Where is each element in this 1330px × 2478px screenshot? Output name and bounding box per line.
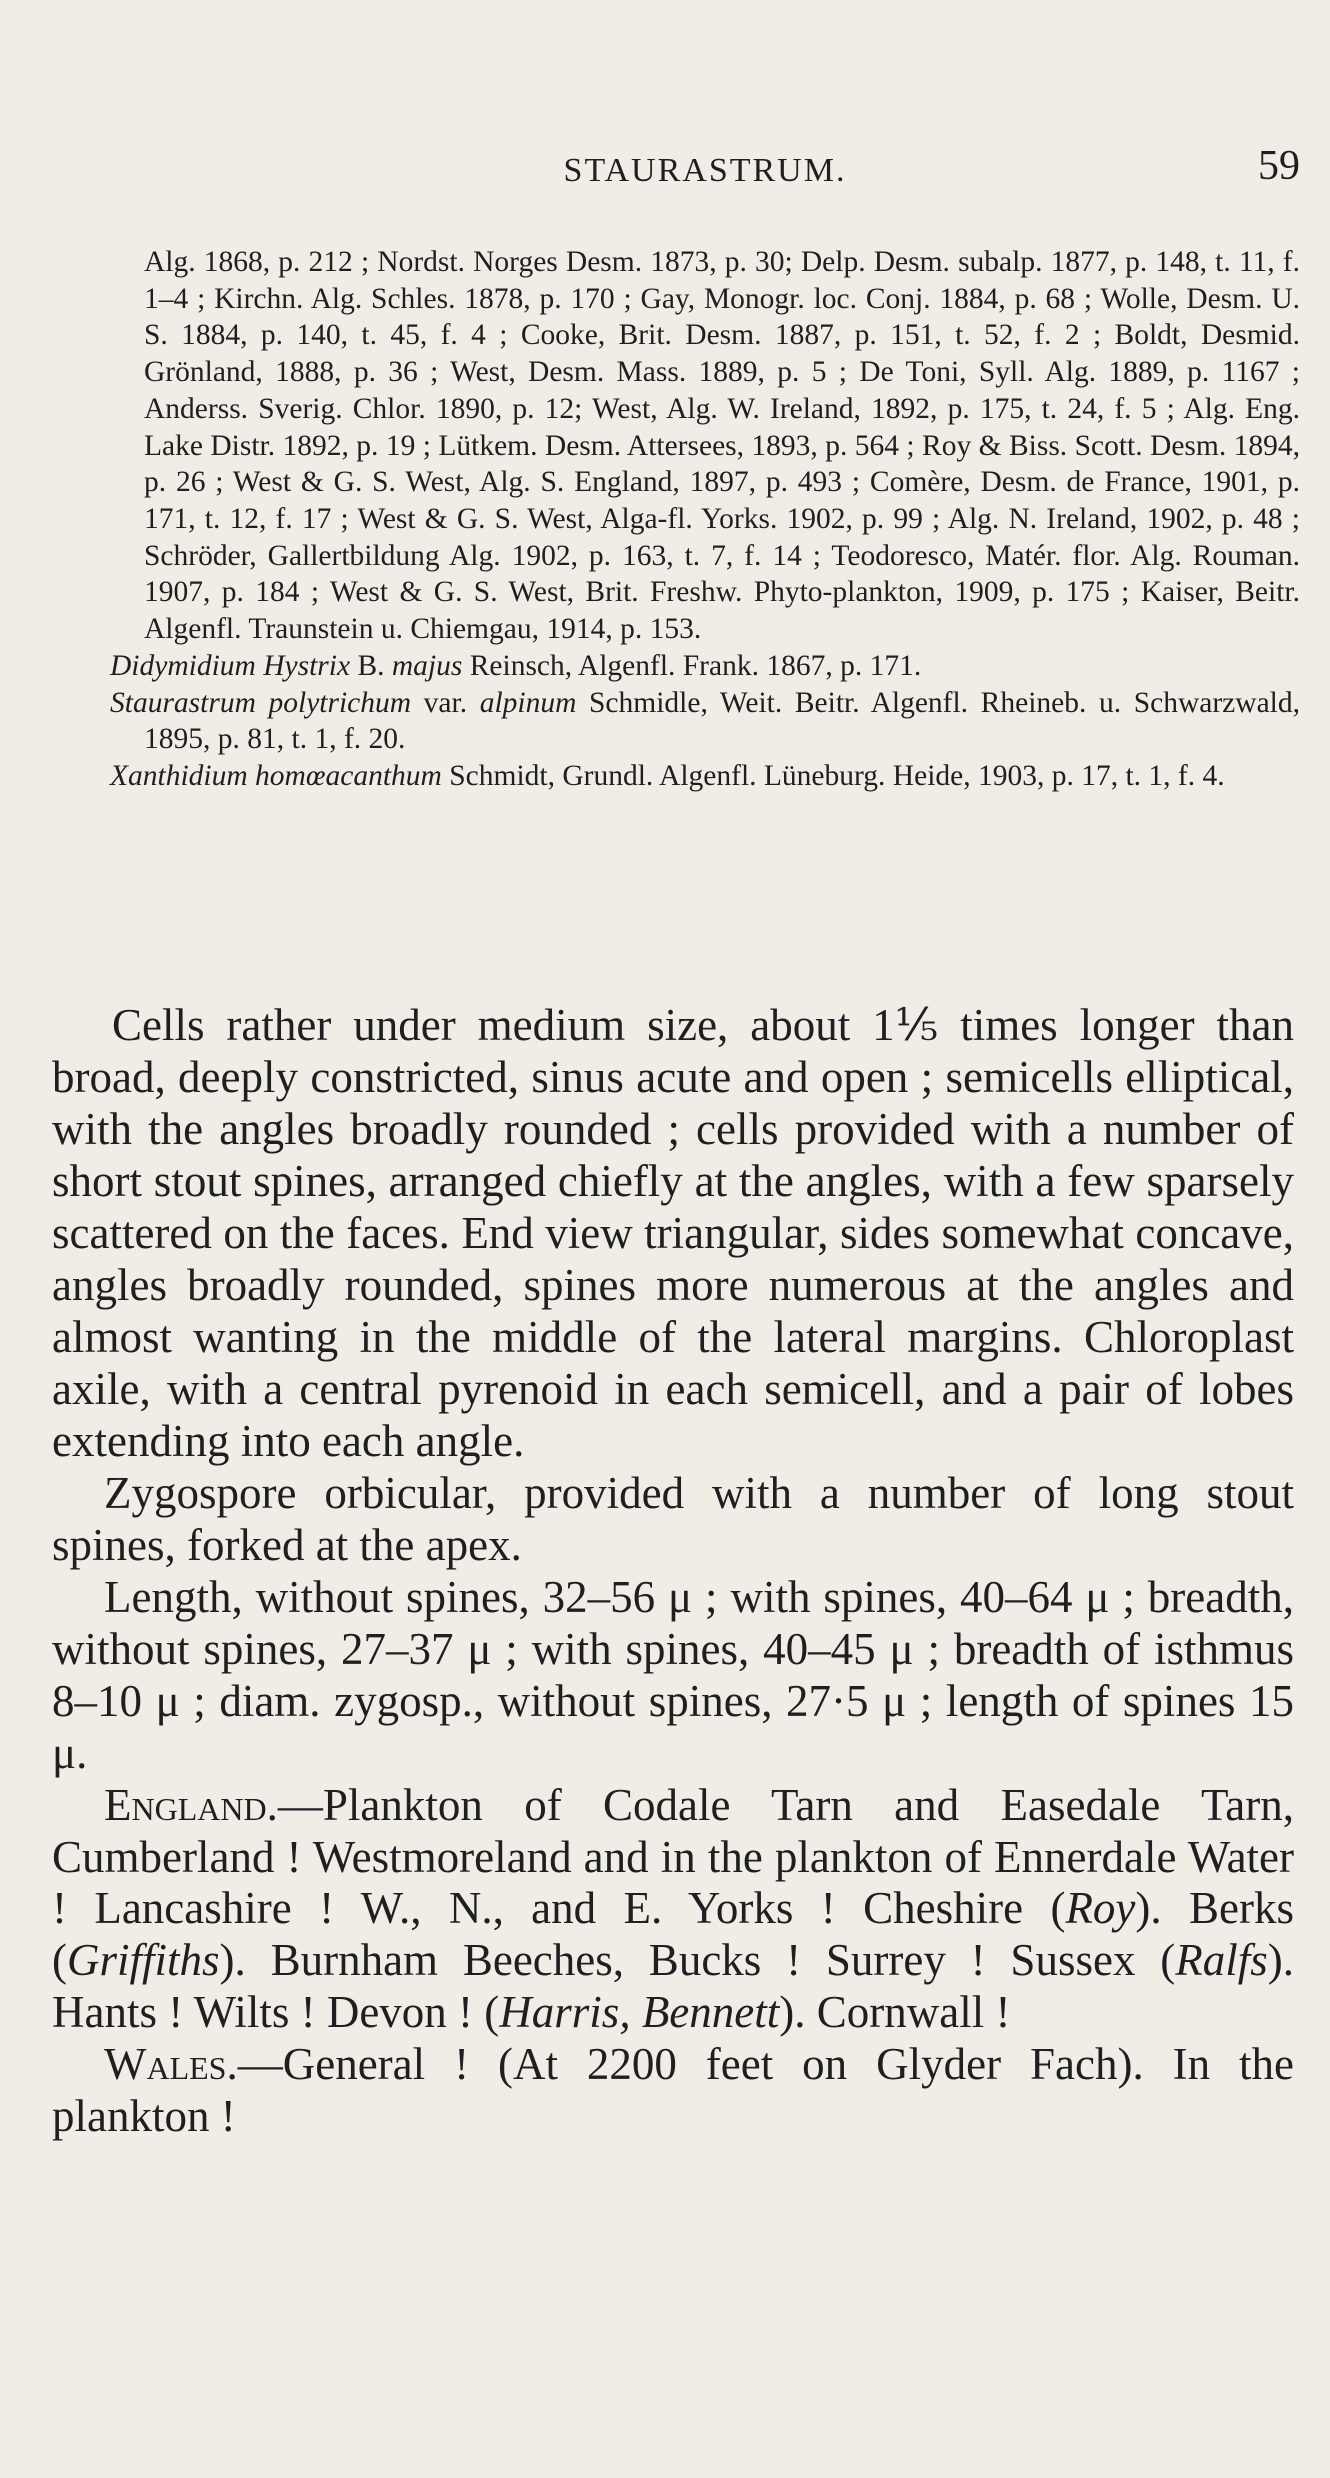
synonym-citation: Schmidle, Weit. Beitr. Algenfl. Rheineb. u. Schwarzwald, 1895, p. 81, t. 1, f. 20. bbox=[144, 686, 1300, 756]
distribution-text: ). Berks ( bbox=[52, 1883, 1294, 1986]
distribution-england bbox=[52, 1780, 1294, 2040]
collector-name: Roy bbox=[1065, 1883, 1136, 1934]
synonym-variety: majus bbox=[391, 649, 463, 682]
page-number: 59 bbox=[1258, 143, 1300, 189]
synonym-name: Xanthidium homœacanthum bbox=[110, 760, 442, 793]
synonym-entry bbox=[110, 648, 1300, 685]
main-text bbox=[52, 1000, 1294, 2143]
reference-paragraph: Alg. 1868, p. 212 ; Nordst. Norges Desm. 1873, p. 30; Delp. Desm. subalp. 1877, p. 148, t. 11, f. 1–4 ; Kirchn. Alg. Schles. 1878, p. 170 ; Gay, Monogr. loc. Conj. 1884, p. 68 ; Wolle, Desm. U. S. 1884, p. 140, t. 45, f. 4 ; Cooke, Brit. Desm. 1887, p. 151, t. 52, f. 2 ; Boldt, Desmid. Grönland, 1888, p. 36 ; West, Desm. Mass. 1889, p. 5 ; De Toni, Syll. Alg. 1889, p. 1167 ; Anderss. Sverig. Chlor. 1890, p. 12; West, Alg. W. Ireland, 1892, p. 175, t. 24, f. 5 ; Alg. Eng. Lake Distr. 1892, p. 19 ; Lütkem. Desm. Attersees, 1893, p. 564 ; Roy & Biss. Scott. Desm. 1894, p. 26 ; West & G. S. West, Alg. S. England, 1897, p. 493 ; Comère, Desm. de France, 1901, p. 171, t. 12, f. 17 ; West & G. S. West, Alga-fl. Yorks. 1902, p. 99 ; Alg. N. Ireland, 1902, p. 48 ; Schröder, Gallertbildung Alg. 1902, p. 163, t. 7, f. 14 ; Teodoresco, Matér. flor. Alg. Rouman. 1907, p. 184 ; West & G. S. West, Brit. Freshw. Phyto-plankton, 1909, p. 175 ; Kaiser, Beitr. Algenfl. Traunstein u. Chiemgau, 1914, p. 153. bbox=[144, 246, 1300, 646]
synonym-entry bbox=[110, 685, 1300, 758]
synonym-rank: var. bbox=[411, 686, 480, 719]
synonym-variety: alpinum bbox=[479, 686, 577, 719]
synonym-rank: B. bbox=[350, 649, 392, 682]
collector-name: Griffiths bbox=[67, 1935, 220, 1986]
reference-block bbox=[110, 244, 1300, 795]
synonym-entry bbox=[110, 758, 1300, 795]
measurements: Length, without spines, 32–56 μ ; with spines, 40–64 μ ; breadth, without spines, 27–37 μ ; with spines, 40–45 μ ; breadth of isthmus 8–10 μ ; diam. zygosp., without spines, 27·5 μ ; length of spines 15 μ. bbox=[52, 1571, 1294, 1778]
region-label-england: England. bbox=[104, 1779, 278, 1830]
distribution-wales bbox=[52, 2039, 1294, 2143]
synonym-name: Didymidium Hystrix bbox=[110, 649, 351, 682]
cell-description: Cells rather under medium size, about 1⅕ times longer than broad, deeply constricted, sinus acute and open ; semicells elliptical, with the angles broadly rounded ; cells provided with a number of short stout spines, arranged chiefly at the angles, with a few sparsely scattered on the faces. End view triangular, sides somewhat concave, angles broadly rounded, spines more numerous at the angles and almost wanting in the middle of the lateral margins. Chloroplast axile, with a central pyrenoid in each semicell, and a pair of lobes extending into each angle. bbox=[52, 1000, 1294, 1466]
region-label-wales: Wales. bbox=[104, 2039, 238, 2090]
synonym-name: Staurastrum polytrichum bbox=[110, 686, 412, 719]
page-header bbox=[110, 142, 1300, 202]
collector-name: Harris, Bennett bbox=[499, 1987, 780, 2038]
synonym-citation: Schmidt, Grundl. Algenfl. Lüneburg. Heide, 1903, p. 17, t. 1, f. 4. bbox=[441, 760, 1225, 793]
distribution-text: —Plankton of Codale Tarn and Easedale Tarn, Cumberland ! Westmoreland and in the plankton of Ennerdale Water ! Lancashire ! W., N., and E. Yorks ! Cheshire ( bbox=[52, 1779, 1294, 1934]
synonym-citation: Reinsch, Algenfl. Frank. 1867, p. 171. bbox=[462, 649, 922, 682]
distribution-text: —General ! (At 2200 feet on Glyder Fach). In the plankton ! bbox=[52, 2039, 1294, 2142]
distribution-text: ). Cornwall ! bbox=[779, 1987, 1011, 2038]
zygospore-description: Zygospore orbicular, provided with a number of long stout spines, forked at the apex. bbox=[52, 1467, 1294, 1570]
collector-name: Ralfs bbox=[1175, 1935, 1268, 1986]
running-title: STAURASTRUM. bbox=[563, 152, 847, 189]
distribution-text: ). Hants ! Wilts ! Devon ! ( bbox=[52, 1935, 1294, 2038]
distribution-text: ). Burnham Beeches, Bucks ! Surrey ! Sussex ( bbox=[219, 1935, 1176, 1986]
